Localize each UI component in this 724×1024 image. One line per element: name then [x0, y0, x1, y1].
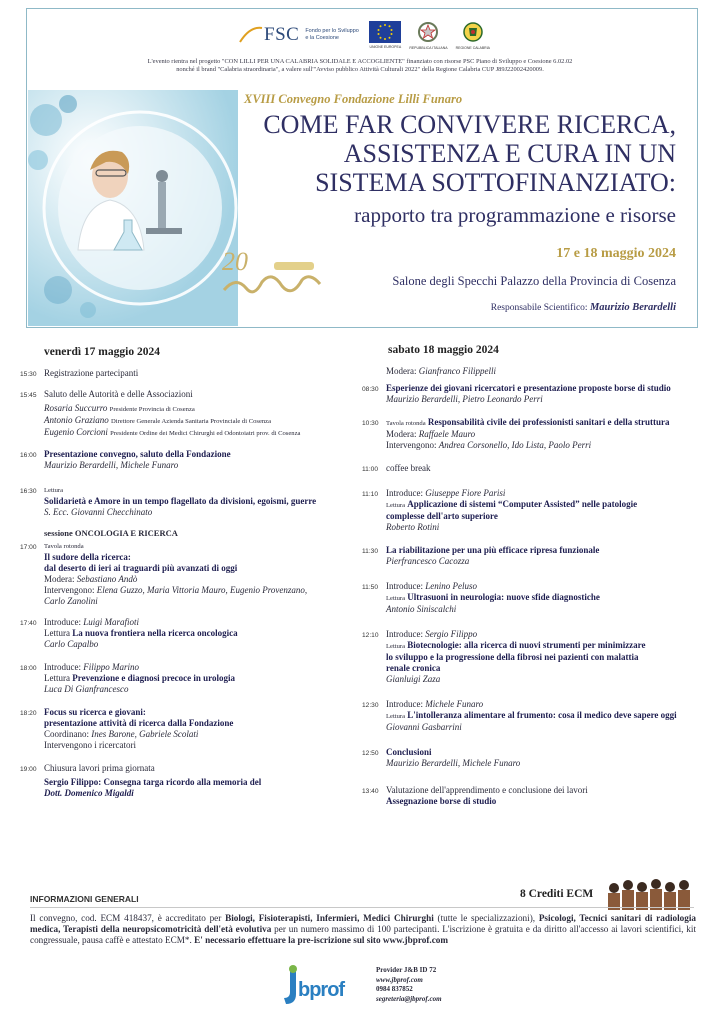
speaker-name: Eugenio Corcioni — [44, 427, 108, 437]
info-heading: INFORMAZIONI GENERALI — [30, 894, 139, 904]
lettura-label: Lettura — [386, 643, 406, 650]
day1-program — [20, 368, 360, 799]
program-item — [20, 763, 360, 799]
badge-number: 20 — [222, 247, 248, 276]
item-people: Carlo Capalbo — [44, 639, 99, 649]
program-item — [362, 785, 714, 807]
item-text: Saluto delle Autorità e delle Associazioni — [44, 389, 193, 399]
speaker-role: Presidente Ordine dei Medici Chirurghi ed Odontoiatri prov. di Cosenza — [110, 430, 301, 437]
item-people: Gianluigi Zaza — [386, 674, 441, 684]
item-title: Assegnazione borse di studio — [386, 796, 497, 806]
item-title: dal deserto di ieri ai traguardi più avanzati di oggi — [44, 563, 238, 573]
time-label: 17:00 — [20, 544, 37, 551]
program-item — [20, 389, 360, 439]
item-title: presentazione attività di ricerca dalla Fondazione — [44, 718, 234, 728]
program-item — [362, 463, 714, 474]
provider-info — [376, 966, 442, 1004]
item-title: Responsabilità civile dei professionisti sanitari e della struttura — [427, 417, 670, 427]
info-divider — [30, 907, 694, 908]
intro-label: Introduce: — [44, 662, 81, 672]
program-item — [362, 366, 714, 377]
item-title: Prevenzione e diagnosi precoce in urologia — [72, 673, 235, 683]
time-label: 11:30 — [362, 548, 379, 555]
speaker-name: Rosaria Succurro — [44, 403, 108, 413]
item-title: Applicazione di sistemi “Computer Assisted” nelle patologie — [407, 499, 638, 509]
event-venue: Salone degli Specchi Palazzo della Provincia di Cosenza — [392, 274, 676, 288]
calabria-emblem-icon — [462, 20, 484, 44]
italy-logo — [409, 20, 447, 50]
time-label: 12:50 — [362, 750, 379, 757]
hero-photo-researcher — [28, 90, 238, 326]
item-people: S. Ecc. Giovanni Checchinato — [44, 507, 153, 517]
item-text: Valutazione dell'apprendimento e conclusione dei lavori — [386, 785, 588, 795]
title-line-1: COME FAR CONVIVERE RICERCA, — [263, 110, 676, 139]
item-title: Conclusioni — [386, 747, 432, 757]
info-part-bold: E' necessario effettuare la pre-iscrizione sul sito www.jbprof.com — [194, 935, 449, 946]
intro-name: Luigi Marafioti — [83, 617, 139, 627]
intro-name: Michele Funaro — [425, 699, 484, 709]
intro-name: Giuseppe Fiore Parisi — [425, 488, 506, 498]
item-people: Giovanni Gasbarrini — [386, 722, 462, 732]
time-label: 12:30 — [362, 702, 379, 709]
event-title — [240, 110, 676, 197]
item-tag: Tavola rotonda — [44, 543, 84, 550]
speakers-names: Carlo Zanolini — [44, 596, 98, 606]
sponsor-logos — [238, 18, 490, 52]
coord-label: Coordinano: — [44, 729, 89, 739]
event-subtitle: rapporto tra programmazione e risorse — [354, 203, 676, 227]
item-title: lo sviluppo e la progressione della fibrosi nei pazienti con malattia — [386, 652, 639, 662]
program-item — [20, 485, 360, 518]
time-label: 18:00 — [20, 665, 37, 672]
time-label: 08:30 — [362, 386, 379, 393]
item-text: Chiusura lavori prima giornata — [44, 763, 155, 773]
scientific-lead-label: Responsabile Scientifico: — [490, 303, 588, 313]
item-people: Antonio Siniscalchi — [386, 604, 457, 614]
item-people: Maurizio Berardelli, Michele Funaro — [44, 460, 179, 470]
intro-name: Filippo Marino — [83, 662, 139, 672]
info-text — [30, 913, 696, 947]
coord-names: Ines Barone, Gabriele Scolati — [91, 729, 199, 739]
svg-text:bprof: bprof — [298, 979, 345, 1001]
convegno-label: XVIII Convegno Fondazione Lilli Funaro — [244, 92, 463, 106]
program-item — [362, 417, 714, 451]
time-label: 19:00 — [20, 766, 37, 773]
day2-heading: sabato 18 maggio 2024 — [388, 344, 499, 356]
time-label: 10:30 — [362, 420, 379, 427]
moderator-label: Modera: — [386, 429, 417, 439]
intro-name: Sergio Filippo — [425, 629, 478, 639]
item-title: Esperienze dei giovani ricercatori e presentazione proposte borse di studio — [386, 383, 671, 393]
speaker-name: Antonio Graziano — [44, 415, 109, 425]
moderator-label: Modera: — [44, 574, 75, 584]
closing-text: Dott. Domenico Migaldi — [44, 788, 134, 798]
moderator-label: Modera: — [386, 366, 417, 376]
closing-text: Sergio Filippo: Consegna targa ricordo alla memoria del — [44, 777, 262, 787]
provider-id: Provider J&B ID 72 — [376, 966, 437, 974]
eu-logo — [369, 21, 401, 49]
program-item — [362, 629, 714, 685]
item-title: Focus su ricerca e giovani: — [44, 707, 146, 717]
eu-flag-icon — [369, 21, 401, 43]
info-part: (tutte le specializzazioni), — [433, 913, 539, 923]
jbprof-logo — [282, 964, 364, 1008]
intro-label: Introduce: — [386, 581, 423, 591]
item-tag: Tavola rotonda — [386, 420, 426, 427]
program-item — [362, 699, 714, 733]
lettura-label: Lettura — [386, 595, 406, 602]
item-people: Maurizio Berardelli, Pietro Leonardo Perri — [386, 394, 543, 404]
info-part: Il convegno, cod. ECM 418437, è accreditato per — [30, 913, 226, 923]
program-item — [20, 449, 360, 471]
speakers-names: Andrea Corsonello, Ido Lista, Paolo Perri — [438, 440, 592, 450]
provider-web[interactable]: www.jbprof.com — [376, 975, 423, 984]
info-part: per un numero massimo di 100 partecipanti. L'iscrizione è gratuita e da diritto all'accesso ai lavori scientifici, kit congressuale, pausa caffè e attestato ECM*. — [30, 924, 696, 946]
event-dates: 17 e 18 maggio 2024 — [556, 246, 676, 261]
lettura-label: Lettura — [386, 502, 406, 509]
time-label: 11:10 — [362, 491, 379, 498]
time-label: 18:20 — [20, 710, 37, 717]
item-title: renale cronica — [386, 663, 441, 673]
speakers-label: Intervengono: — [386, 440, 437, 450]
program-item — [20, 617, 360, 650]
item-title: Biotecnologie: alla ricerca di nuovi strumenti per minimizzare — [407, 640, 646, 650]
item-text: Registrazione partecipanti — [44, 368, 139, 378]
ecm-credits: 8 Crediti ECM — [520, 888, 594, 900]
moderator-name: Sebastiano Andò — [76, 574, 138, 584]
intro-label: Introduce: — [386, 699, 423, 709]
scientific-lead — [330, 302, 676, 313]
intro-label: Introduce: — [386, 629, 423, 639]
fsc-swoosh-icon — [238, 22, 264, 48]
italy-emblem-icon — [417, 20, 439, 44]
intro-label: Introduce: — [44, 617, 81, 627]
scientific-lead-name: Maurizio Berardelli — [589, 302, 676, 313]
calabria-logo — [456, 20, 490, 50]
lettura-label: Lettura — [44, 673, 70, 683]
info-part-bold: Biologi, Fisioterapisti, Infermieri, Medici Chirurghi — [225, 913, 434, 923]
program-item — [20, 541, 360, 607]
moderator-name: Gianfranco Filippelli — [418, 366, 496, 376]
time-label: 11:00 — [362, 466, 379, 473]
item-text: coffee break — [386, 463, 431, 473]
provider-email[interactable]: segreteria@jbprof.com — [376, 994, 442, 1003]
info-part-bold: Psicologi, Tecnici sanitari di radiologia medica, Terapisti della neuropsicomotricità dell'età evolutiva — [30, 913, 696, 935]
item-tag: Lettura — [44, 487, 64, 494]
lettura-label: Lettura — [44, 628, 70, 638]
time-label: 15:45 — [20, 392, 37, 399]
italy-caption: REPUBBLICA ITALIANA — [409, 46, 448, 50]
speakers-label: Intervengono: — [44, 585, 95, 595]
anniversary-badge-icon — [216, 240, 328, 304]
intro-label: Introduce: — [386, 488, 423, 498]
time-label: 16:30 — [20, 488, 37, 495]
item-title: Il sudore della ricerca: — [44, 552, 131, 562]
speaker-role: Direttore Generale Azienda Sanitaria Provinciale di Cosenza — [111, 418, 272, 425]
program-item — [362, 747, 714, 769]
program-item — [362, 488, 714, 533]
funding-notice — [30, 58, 690, 74]
item-people: Luca Di Gianfrancesco — [44, 684, 129, 694]
item-title: L'intolleranza alimentare al frumento: cosa il medico deve sapere oggi — [407, 710, 677, 720]
time-label: 17:40 — [20, 620, 37, 627]
item-people: Pierfrancesco Cacozza — [386, 556, 470, 566]
session-title: sessione ONCOLOGIA E RICERCA — [44, 528, 178, 538]
program-item — [20, 707, 360, 751]
program-item — [362, 581, 714, 615]
time-label: 11:50 — [362, 584, 379, 591]
time-label: 12:10 — [362, 632, 379, 639]
funding-line-2: nonché il brand "Calabria straordinaria", a valere sull'"Avviso pubblico Attività Culturali 2022" della Regione Calabria CUP J89J22002420009. — [176, 66, 544, 73]
provider-phone: 0984 837852 — [376, 985, 413, 994]
item-people: Maurizio Berardelli, Michele Funaro — [386, 758, 521, 768]
moderator-name: Raffaele Mauro — [418, 429, 476, 439]
item-title: Solidarietà e Amore in un tempo flagellato da divisioni, egoismi, guerre — [44, 496, 317, 506]
day2-program — [362, 366, 714, 807]
item-title: Presentazione convegno, saluto della Fondazione — [44, 449, 231, 459]
item-people: Roberto Rotini — [386, 522, 440, 532]
title-line-3: SISTEMA SOTTOFINANZIATO: — [315, 168, 676, 197]
funding-line-1: L'evento rientra nel progetto "CON LILLI PER UNA CALABRIA SOLIDALE E ACCOGLIENTE" finanziato con risorse PSC Piano di Sviluppo e Coesione 6.02.02 — [147, 58, 573, 65]
speakers-names: Elena Guzzo, Maria Vittoria Mauro, Eugenio Provenzano, — [96, 585, 308, 595]
calabria-caption: REGIONE CALABRIA — [455, 46, 491, 50]
students-photo — [604, 874, 696, 910]
item-title: complesse dell'arto superiore — [386, 511, 498, 521]
program-item — [20, 368, 360, 379]
title-line-2: ASSISTENZA E CURA IN UN — [343, 139, 676, 168]
intro-name: Lenino Peluso — [425, 581, 477, 591]
item-extra: Intervengono i ricercatori — [44, 740, 136, 750]
program-item — [362, 383, 714, 405]
lettura-label: Lettura — [386, 713, 406, 720]
fsc-caption: Fondo per lo Sviluppo e la Coesione — [305, 28, 359, 41]
speaker-role: Presidente Provincia di Cosenza — [109, 406, 195, 413]
hero-illustration — [28, 90, 238, 326]
program-item — [20, 662, 360, 695]
session-heading — [20, 528, 360, 539]
item-title: La nuova frontiera nella ricerca oncologica — [72, 628, 238, 638]
fsc-logo-text: FSC — [264, 24, 300, 45]
day1-heading: venerdì 17 maggio 2024 — [44, 346, 160, 358]
eu-caption: UNIONE EUROPEA — [369, 45, 402, 49]
program-item — [362, 545, 714, 567]
time-label: 15:30 — [20, 371, 37, 378]
item-title: Ultrasuoni in neurologia: nuove sfide diagnostiche — [407, 592, 600, 602]
time-label: 16:00 — [20, 452, 37, 459]
time-label: 13:40 — [362, 788, 379, 795]
item-title: La riabilitazione per una più efficace ripresa funzionale — [386, 545, 600, 555]
